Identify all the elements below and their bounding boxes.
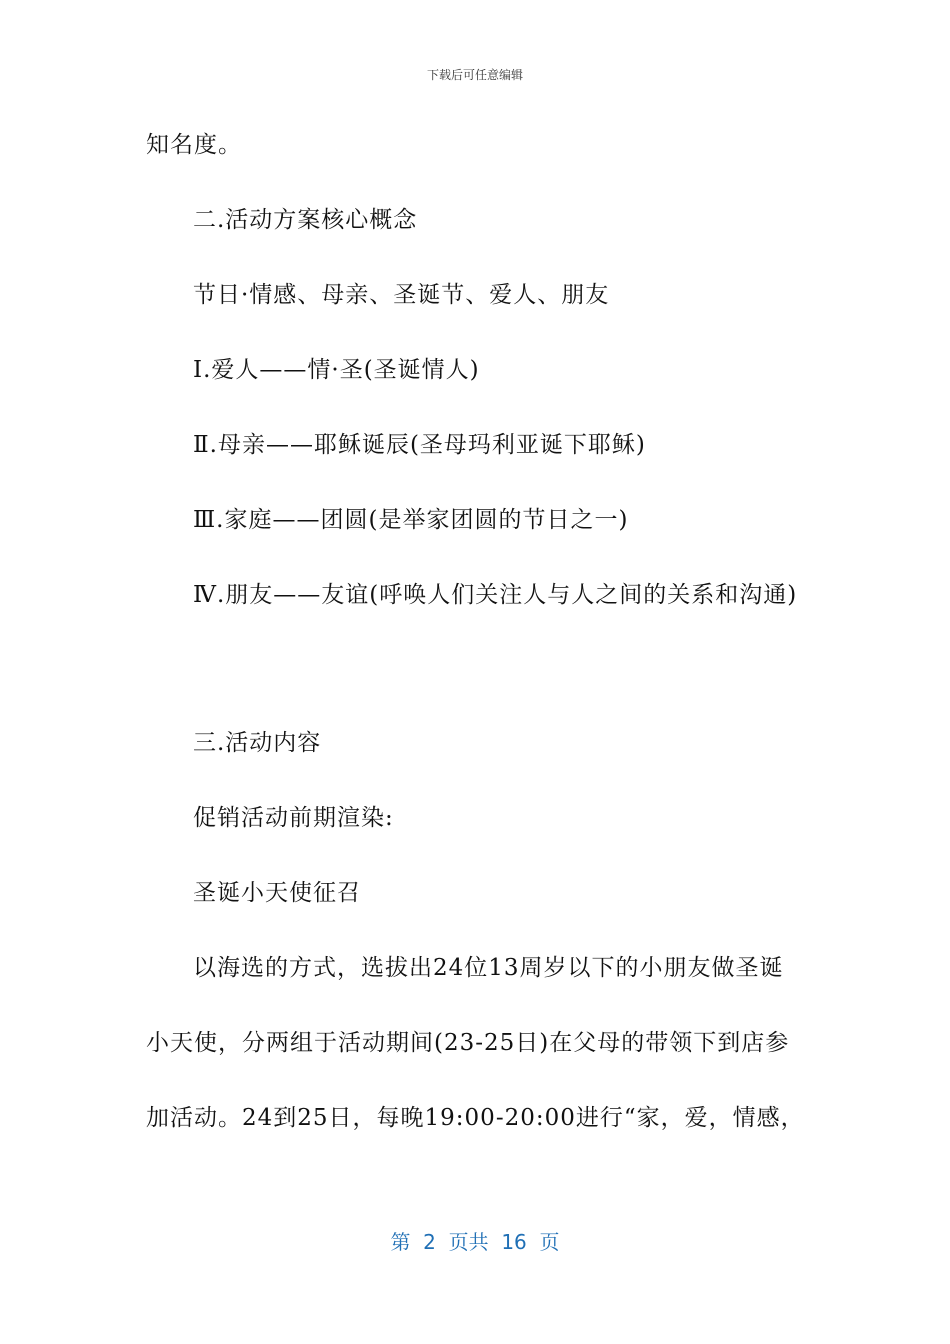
paragraph-line: 促销活动前期渲染: xyxy=(193,805,394,831)
section-heading: 二.活动方案核心概念 xyxy=(193,207,418,233)
paragraph-line: 知名度。 xyxy=(146,132,242,158)
paragraph-line: 圣诞小天使征召 xyxy=(193,880,361,906)
page-header-note: 下载后可任意编辑 xyxy=(426,68,523,82)
list-item: Ⅳ.朋友——友谊(呼唤人们关注人与人之间的关系和沟通) xyxy=(193,582,798,608)
paragraph-line: 小天使，分两组于活动期间(23-25日)在父母的带领下到店参 xyxy=(146,1030,790,1056)
section-heading: 三.活动内容 xyxy=(193,730,322,756)
list-item: Ⅱ.母亲——耶稣诞辰(圣母玛利亚诞下耶稣) xyxy=(193,432,646,458)
page-number: 第 2 页共 16 页 xyxy=(390,1230,560,1254)
list-item: Ⅰ.爱人——情·圣(圣诞情人) xyxy=(193,357,480,383)
paragraph-line: 以海选的方式，选拔出24位13周岁以下的小朋友做圣诞 xyxy=(193,955,784,981)
paragraph-line: 加活动。24到25日，每晚19:00-20:00进行“家，爱，情感， xyxy=(146,1105,805,1131)
list-item: Ⅲ.家庭——团圆(是举家团圆的节日之一) xyxy=(193,507,629,533)
paragraph-line: 节日·情感、母亲、圣诞节、爱人、朋友 xyxy=(193,282,610,308)
